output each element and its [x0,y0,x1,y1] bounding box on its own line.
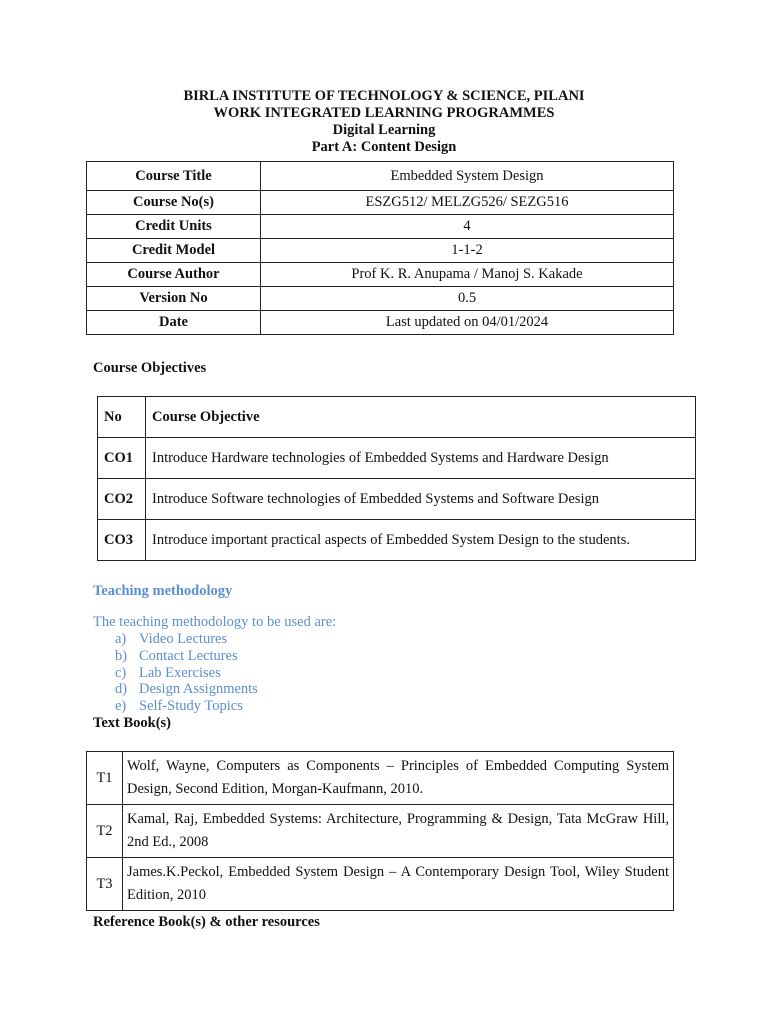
objective-id: CO2 [98,479,146,520]
list-item-text: Lab Exercises [139,664,221,681]
list-marker: c) [115,664,127,681]
table-row [87,215,674,239]
credit-units-value: 4 [261,215,674,239]
course-title-label: Course Title [87,162,261,191]
book-id: T1 [87,752,123,805]
credit-model-value: 1-1-2 [261,239,674,263]
table-row [87,858,674,911]
date-value: Last updated on 04/01/2024 [261,311,674,335]
list-item [115,681,258,698]
credit-units-label: Credit Units [87,215,261,239]
teaching-methodology-intro: The teaching methodology to be used are: [93,614,337,630]
list-item [115,648,258,665]
document-part: Part A: Content Design [311,139,457,155]
course-no-value: ESZG512/ MELZG526/ SEZG516 [261,191,674,215]
objective-id: CO3 [98,520,146,561]
institute-name: BIRLA INSTITUTE OF TECHNOLOGY & SCIENCE, PILANI [183,88,585,104]
teaching-methods-list [115,631,258,715]
version-no-value: 0.5 [261,287,674,311]
table-row [98,479,696,520]
course-objectives-table [97,396,696,561]
text-books-table [86,751,674,911]
course-author-label: Course Author [87,263,261,287]
list-marker: d) [115,681,128,698]
table-row [87,311,674,335]
teaching-methodology-heading: Teaching methodology [93,583,233,599]
table-row [87,239,674,263]
programme-name: WORK INTEGRATED LEARNING PROGRAMMES [213,105,555,121]
objective-text: Introduce Software technologies of Embedded Systems and Software Design [146,479,696,520]
list-item [115,631,258,648]
reference-books-heading: Reference Book(s) & other resources [93,914,320,930]
list-marker: e) [115,698,127,715]
col-header-objective: Course Objective [146,397,696,438]
table-header-row [98,397,696,438]
book-id: T2 [87,805,123,858]
course-author-value: Prof K. R. Anupama / Manoj S. Kakade [261,263,674,287]
list-item-text: Design Assignments [139,681,258,698]
book-citation: Wolf, Wayne, Computers as Components – Principles of Embedded Computing System Design, Second Edition, Morgan-Kaufmann, 2010. [123,752,674,805]
list-marker: a) [115,631,127,647]
text-books-heading: Text Book(s) [93,715,172,731]
objective-text: Introduce Hardware technologies of Embedded Systems and Hardware Design [146,438,696,479]
table-row [98,438,696,479]
table-row [87,805,674,858]
version-no-label: Version No [87,287,261,311]
table-row [87,287,674,311]
book-id: T3 [87,858,123,911]
table-row [87,162,674,191]
objective-text: Introduce important practical aspects of Embedded System Design to the students. [146,520,696,561]
list-item [115,665,258,682]
document-subtitle: Digital Learning [332,122,436,138]
list-item-text: Contact Lectures [139,647,238,664]
objective-id: CO1 [98,438,146,479]
table-row [87,191,674,215]
course-title-value: Embedded System Design [261,162,674,191]
book-citation: Kamal, Raj, Embedded Systems: Architecture, Programming & Design, Tata McGraw Hill, 2nd Ed., 2008 [123,805,674,858]
date-label: Date [87,311,261,335]
list-item-text: Video Lectures [139,631,228,647]
course-no-label: Course No(s) [87,191,261,215]
list-marker: b) [115,647,128,664]
list-item [115,698,258,715]
table-row [98,520,696,561]
list-item-text: Self-Study Topics [139,698,243,715]
table-row [87,263,674,287]
book-citation: James.K.Peckol, Embedded System Design – A Contemporary Design Tool, Wiley Student Edition, 2010 [123,858,674,911]
course-objectives-heading: Course Objectives [93,360,207,376]
table-row [87,752,674,805]
course-info-table [86,161,674,335]
col-header-no: No [98,397,146,438]
credit-model-label: Credit Model [87,239,261,263]
